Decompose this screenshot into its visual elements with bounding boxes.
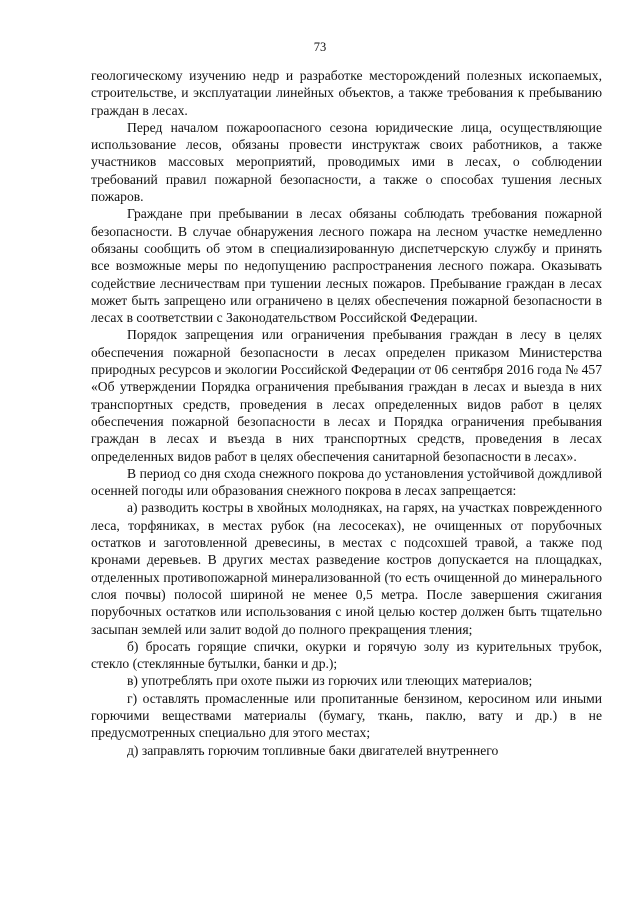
paragraph-briefing: Перед началом пожароопасного сезона юридические лица, осуществляющие использование лесов, обязаны провести инструктаж своих работников, а также участников массовых мероприятий, проводимых ими в лесах, о соблюдении требований правил пожарной безопасности, а также о способах тушения лесных пожаров. — [91, 119, 602, 205]
paragraph-citizen-duties: Граждане при пребывании в лесах обязаны соблюдать требования пожарной безопасности. В случае обнаружения лесного пожара на лесном участке немедленно обязаны сообщить об этом в специализированную диспетчерскую службу и принять все возможные меры по недопущению распространения лесного пожара. Оказывать содействие лесничествам при тушении лесных пожаров. Пребывание граждан в лесах может быть запрещено или ограничено в целях обеспечения пожарной безопасности в лесах в соответствии с Законодательством Российской Федерации. — [91, 206, 602, 326]
document-body — [91, 67, 602, 759]
paragraph-prohibited-intro: В период со дня схода снежного покрова до установления устойчивой дождливой осенней погоды или образования снежного покрова в лесах запрещается: — [91, 465, 602, 499]
list-item-a: а) разводить костры в хвойных молодняках, на гарях, на участках поврежденного леса, торфяниках, в местах рубок (на лесосеках), не очищенных от порубочных остатков и заготовленной древесины, в местах с подсохшей травой, а также под кронами деревьев. В других местах разведение костров допускается на площадках, отделенных противопожарной минерализованной (то есть очищенной до минерального слоя почвы) полосой шириной не менее 0,5 метра. После завершения сжигания порубочных остатков или использования с иной целью костер должен быть тщательно засыпан землей или залит водой до полного прекращения тления; — [91, 500, 602, 637]
list-item-b: б) бросать горящие спички, окурки и горячую золу из курительных трубок, стекло (стеклянные бутылки, банки и др.); — [91, 638, 602, 672]
list-item-d: д) заправлять горючим топливные баки двигателей внутреннего — [127, 742, 499, 758]
list-item-g: г) оставлять промасленные или пропитанные бензином, керосином или иными горючими веществами материалы (бумагу, ткань, паклю, вату и др.) в не предусмотренных специально для этого местах; — [91, 690, 602, 741]
page-number: 73 — [313, 40, 327, 54]
paragraph-restriction-order: Порядок запрещения или ограничения пребывания граждан в лесу в целях обеспечения пожарной безопасности в лесах определен приказом Министерства природных ресурсов и экологии Российской Федерации от 06 сентября 2016 года № 457 «Об утверждении Порядка ограничения пребывания граждан в лесах и выезда в них транспортных средств, проведения в лесах определенных видов работ в целях обеспечения пожарной безопасности в лесах и Порядка ограничения пребывания граждан в лесах и въезда в них транспортных средств, проведения в лесах определенных видов работ в целях обеспечения санитарной безопасности в лесах». — [91, 327, 602, 464]
list-item-v: в) употреблять при охоте пыжи из горючих или тлеющих материалов; — [127, 673, 533, 689]
paragraph-continuation: геологическому изучению недр и разработке месторождений полезных ископаемых, строительстве, и эксплуатации линейных объектов, а также требования к пребыванию граждан в лесах. — [91, 68, 602, 118]
